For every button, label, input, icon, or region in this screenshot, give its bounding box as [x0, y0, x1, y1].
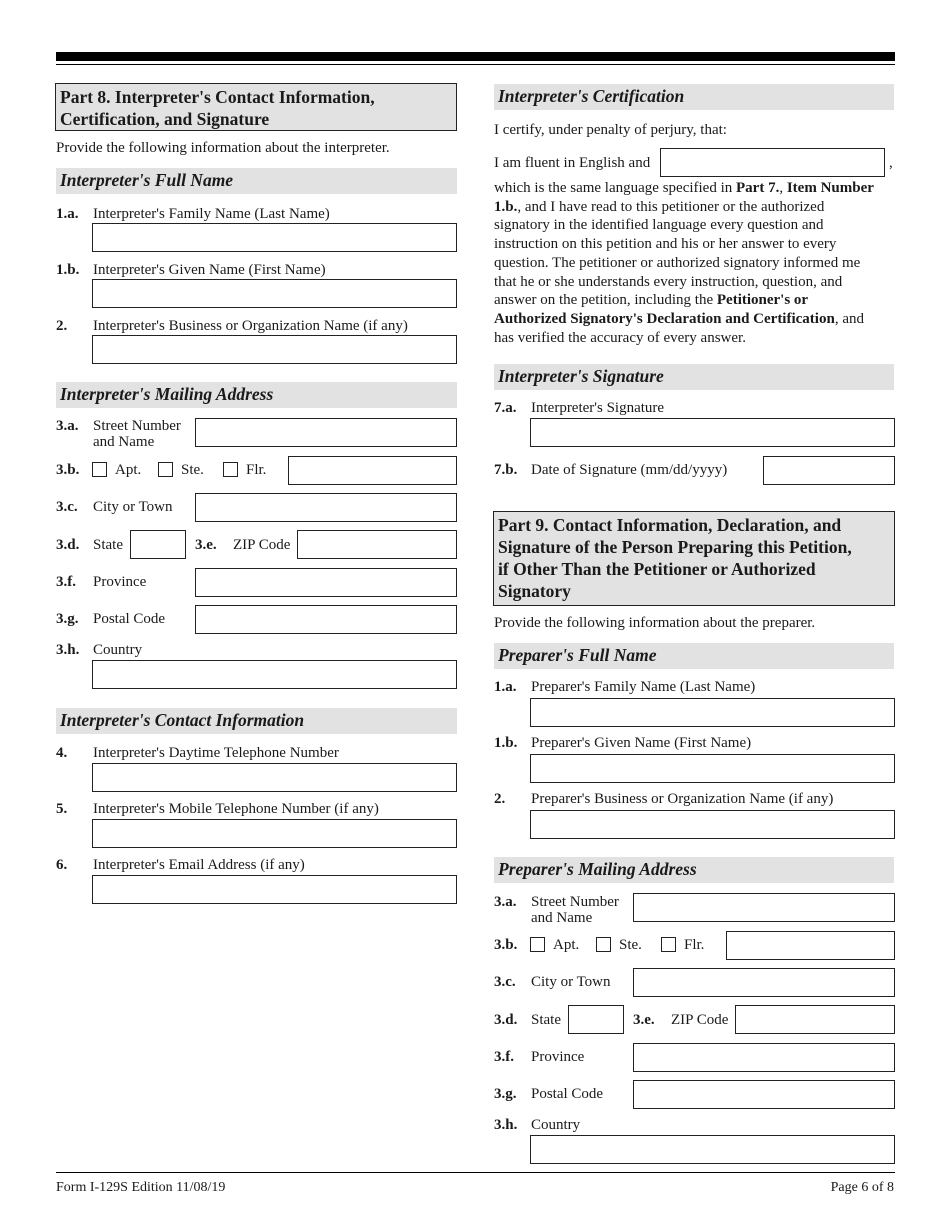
prep-apt-label: Apt.: [553, 937, 580, 953]
page-number: Page 6 of 8: [830, 1180, 894, 1195]
fluent-label: I am fluent in English and: [494, 155, 651, 171]
part9-title-line3: if Other Than the Petitioner or Authorized: [498, 559, 816, 579]
ste-label: Ste.: [181, 462, 204, 478]
part9-title-line2: Signature of the Person Preparing this Petition,: [498, 537, 852, 557]
certification-paragraph: which is the same language specified in Part 7., Item Number 1.b., and I have read to this petitioner or the authorized signatory in the identified language every question and instruction on this petition and his or her answer to every question. The petitioner or authorized signatory informed me that he or she understands every instruction, question, and answer on the petition, including the Petitioner's or Authorized Signatory's Declaration and Certification, and has verified the accuracy of every answer.: [494, 180, 874, 346]
certify-statement: I certify, under penalty of perjury, that:: [494, 122, 727, 138]
prep-street-label-line2: and Name: [531, 910, 593, 926]
mobile-phone-label: Interpreter's Mobile Telephone Number (if any): [93, 801, 379, 817]
prep-item-number-3f: 3.f.: [494, 1049, 514, 1065]
prep-province-label: Province: [531, 1049, 585, 1065]
form-edition: Form I-129S Edition 11/08/19: [56, 1180, 226, 1195]
business-name-label: Interpreter's Business or Organization Name (if any): [93, 318, 408, 334]
prep-item-number-3e: 3.e.: [633, 1012, 655, 1028]
interpreter-full-name-heading: Interpreter's Full Name: [56, 168, 457, 194]
prep-item-number-3b: 3.b.: [494, 937, 518, 953]
item-number-5: 5.: [56, 801, 68, 817]
preparer-given-name-input[interactable]: [530, 754, 895, 783]
interpreter-family-name-input[interactable]: [92, 223, 457, 252]
signature-date-input[interactable]: [763, 456, 895, 485]
apt-label: Apt.: [115, 462, 142, 478]
item-number-3f: 3.f.: [56, 574, 76, 590]
prep-city-label: City or Town: [531, 974, 611, 990]
preparer-full-name-heading: Preparer's Full Name: [494, 643, 894, 669]
prep-item-number-1b: 1.b.: [494, 735, 518, 751]
zip-label: ZIP Code: [233, 537, 291, 553]
given-name-label: Interpreter's Given Name (First Name): [93, 262, 326, 278]
part8-title-box: [55, 83, 457, 131]
preparer-city-input[interactable]: [633, 968, 895, 997]
preparer-zip-input[interactable]: [735, 1005, 895, 1034]
country-label: Country: [93, 642, 143, 658]
interpreter-signature-heading: Interpreter's Signature: [494, 364, 894, 390]
prep-apt-checkbox[interactable]: [530, 937, 545, 952]
item-number-7a: 7.a.: [494, 400, 517, 416]
flr-label: Flr.: [246, 462, 267, 478]
preparer-state-select[interactable]: [568, 1005, 624, 1034]
preparer-postal-code-input[interactable]: [633, 1080, 895, 1109]
prep-item-number-3c: 3.c.: [494, 974, 516, 990]
preparer-province-input[interactable]: [633, 1043, 895, 1072]
state-label: State: [93, 537, 123, 553]
item-number-2: 2.: [56, 318, 68, 334]
interpreter-mailing-address-heading: Interpreter's Mailing Address: [56, 382, 457, 408]
family-name-label: Interpreter's Family Name (Last Name): [93, 206, 330, 222]
interpreter-mobile-phone-input[interactable]: [92, 819, 457, 848]
preparer-street-input[interactable]: [633, 893, 895, 922]
interpreter-province-input[interactable]: [195, 568, 457, 597]
part8-intro: Provide the following information about the interpreter.: [56, 140, 390, 156]
interpreter-postal-code-input[interactable]: [195, 605, 457, 634]
item-number-1b: 1.b.: [56, 262, 80, 278]
item-number-3a: 3.a.: [56, 418, 79, 434]
interpreter-daytime-phone-input[interactable]: [92, 763, 457, 792]
item-number-4: 4.: [56, 745, 68, 761]
prep-flr-checkbox[interactable]: [661, 937, 676, 952]
interpreter-zip-input[interactable]: [297, 530, 457, 559]
prep-flr-label: Flr.: [684, 937, 705, 953]
daytime-phone-label: Interpreter's Daytime Telephone Number: [93, 745, 339, 761]
flr-checkbox[interactable]: [223, 462, 238, 477]
postal-code-label: Postal Code: [93, 611, 166, 627]
prep-item-number-1a: 1.a.: [494, 679, 517, 695]
part9-title-line4: Signatory: [498, 581, 571, 601]
part9-title-line1: Part 9. Contact Information, Declaration, and: [498, 515, 842, 535]
interpreter-unit-number-input[interactable]: [288, 456, 457, 485]
interpreter-certification-heading: Interpreter's Certification: [494, 84, 894, 110]
prep-item-number-3a: 3.a.: [494, 894, 517, 910]
city-label: City or Town: [93, 499, 173, 515]
interpreter-given-name-input[interactable]: [92, 279, 457, 308]
part9-intro: Provide the following information about the preparer.: [494, 615, 816, 631]
prep-zip-label: ZIP Code: [671, 1012, 729, 1028]
signature-date-label: Date of Signature (mm/dd/yyyy): [531, 462, 728, 478]
interpreter-contact-heading: Interpreter's Contact Information: [56, 708, 457, 734]
interpreter-city-input[interactable]: [195, 493, 457, 522]
interpreter-signature-field[interactable]: [530, 418, 895, 447]
interpreter-country-input[interactable]: [92, 660, 457, 689]
interpreter-street-input[interactable]: [195, 418, 457, 447]
prep-ste-checkbox[interactable]: [596, 937, 611, 952]
item-number-3b: 3.b.: [56, 462, 80, 478]
item-number-6: 6.: [56, 857, 68, 873]
interpreter-business-name-input[interactable]: [92, 335, 457, 364]
prep-family-name-label: Preparer's Family Name (Last Name): [531, 679, 756, 695]
prep-item-number-3h: 3.h.: [494, 1117, 518, 1133]
interpreter-email-input[interactable]: [92, 875, 457, 904]
part8-title-line2: Certification, and Signature: [60, 109, 270, 129]
interpreter-state-select[interactable]: [130, 530, 186, 559]
ste-checkbox[interactable]: [158, 462, 173, 477]
apt-checkbox[interactable]: [92, 462, 107, 477]
prep-item-number-3d: 3.d.: [494, 1012, 518, 1028]
prep-state-label: State: [531, 1012, 561, 1028]
prep-business-name-label: Preparer's Business or Organization Name (if any): [531, 791, 834, 807]
preparer-mailing-address-heading: Preparer's Mailing Address: [494, 857, 894, 883]
email-label: Interpreter's Email Address (if any): [93, 857, 305, 873]
signature-label: Interpreter's Signature: [531, 400, 665, 416]
footer-rule: [56, 1172, 895, 1173]
header-rule-thin: [56, 64, 895, 65]
prep-item-number-2: 2.: [494, 791, 506, 807]
item-number-1a: 1.a.: [56, 206, 79, 222]
prep-country-label: Country: [531, 1117, 581, 1133]
preparer-country-input[interactable]: [530, 1135, 895, 1164]
prep-ste-label: Ste.: [619, 937, 642, 953]
street-label-line2: and Name: [93, 434, 155, 450]
item-number-3g: 3.g.: [56, 611, 79, 627]
part9-title-box: [493, 511, 895, 606]
province-label: Province: [93, 574, 147, 590]
part8-title-line1: Part 8. Interpreter's Contact Information,: [60, 87, 375, 107]
item-number-3h: 3.h.: [56, 642, 80, 658]
preparer-business-name-input[interactable]: [530, 810, 895, 839]
prep-street-label-line1: Street Number: [531, 894, 619, 910]
item-number-7b: 7.b.: [494, 462, 518, 478]
item-number-3d: 3.d.: [56, 537, 80, 553]
street-label-line1: Street Number: [93, 418, 181, 434]
item-number-3c: 3.c.: [56, 499, 78, 515]
prep-postal-code-label: Postal Code: [531, 1086, 604, 1102]
item-number-3e: 3.e.: [195, 537, 217, 553]
fluent-comma: ,: [889, 155, 893, 171]
header-rule-thick: [56, 52, 895, 61]
prep-given-name-label: Preparer's Given Name (First Name): [531, 735, 752, 751]
interpreter-language-input[interactable]: [660, 148, 885, 177]
preparer-unit-number-input[interactable]: [726, 931, 895, 960]
preparer-family-name-input[interactable]: [530, 698, 895, 727]
prep-item-number-3g: 3.g.: [494, 1086, 517, 1102]
